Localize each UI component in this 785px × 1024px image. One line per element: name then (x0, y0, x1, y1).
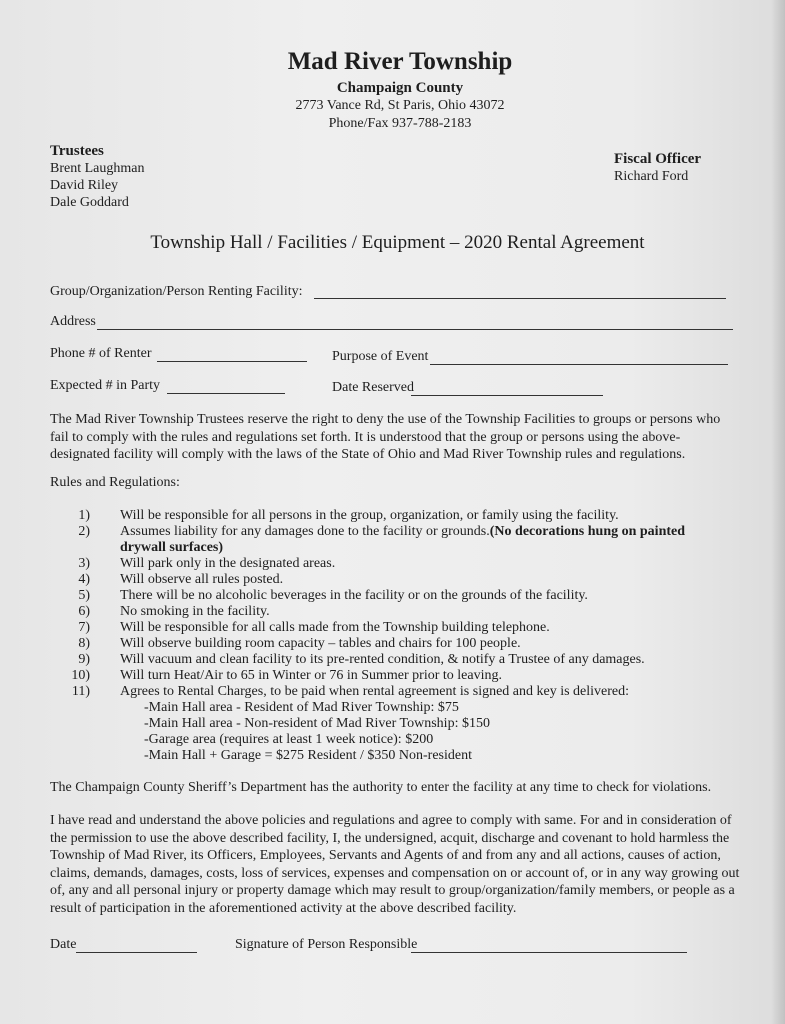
rule-number: 7) (78, 620, 90, 635)
rule-text-regular: Assumes liability for any damages done to the facility or grounds. (120, 524, 490, 539)
fiscal-officer-heading: Fiscal Officer (614, 151, 702, 167)
rule-number: 2) (78, 524, 90, 539)
intro-paragraph: The Mad River Township Trustees reserve the right to deny the use of the Township Facilities to groups or persons who fail to comply with the rules and regulations set forth. It is understood that the group or persons using the above-designated facility will comply with the laws of the State of Ohio and Mad River Township rules and regulations. (50, 412, 721, 463)
date-reserved-label: Date Reserved (332, 380, 415, 395)
fiscal-officer-name: Richard Ford (614, 169, 689, 184)
rules-heading: Rules and Regulations: (50, 475, 180, 490)
date-signature-line[interactable] (76, 952, 197, 953)
rule-number: 8) (78, 636, 90, 651)
rule-text: Will observe building room capacity – tables and chairs for 100 people. (120, 636, 521, 651)
rental-charge-item: -Garage area (requires at least 1 week notice): $200 (144, 732, 434, 747)
county-name: Champaign County (336, 80, 464, 96)
phone-field-line[interactable] (157, 361, 307, 362)
rule-number: 11) (71, 684, 90, 699)
phone-field-label: Phone # of Renter (50, 346, 152, 361)
township-phone: Phone/Fax 937-788-2183 (328, 116, 472, 131)
rental-charge-item: -Main Hall + Garage = $275 Resident / $350 Non-resident (144, 748, 472, 763)
document-title: Township Hall / Facilities / Equipment – 2020 Rental Agreement (150, 232, 645, 253)
rule-text: There will be no alcoholic beverages in the facility or on the grounds of the facility. (120, 588, 588, 603)
trustee-name: Dale Goddard (50, 195, 129, 210)
rule-number: 1) (78, 508, 90, 523)
rule-number: 3) (78, 556, 90, 571)
signature-line[interactable] (411, 952, 687, 953)
rule-text: No smoking in the facility. (120, 604, 270, 619)
rule-number: 6) (78, 604, 90, 619)
rule-number: 4) (78, 572, 90, 587)
township-title: Mad River Township (287, 48, 513, 75)
page-edge-shadow (771, 0, 785, 1024)
rule-text: Will turn Heat/Air to 65 in Winter or 76 in Summer prior to leaving. (120, 668, 502, 683)
township-address: 2773 Vance Rd, St Paris, Ohio 43072 (295, 98, 505, 113)
rule-text-bold: (No decorations hung on painted drywall surfaces) (120, 524, 686, 555)
trustees-heading: Trustees (50, 143, 104, 159)
expected-field-line[interactable] (167, 393, 285, 394)
date-reserved-line[interactable] (411, 395, 603, 396)
rule-number: 10) (71, 668, 90, 683)
purpose-field-label: Purpose of Event (332, 349, 429, 364)
rule-text: Agrees to Rental Charges, to be paid when rental agreement is signed and key is delivered: (120, 684, 630, 699)
expected-field-label: Expected # in Party (50, 378, 161, 393)
address-field-line[interactable] (97, 329, 733, 330)
rental-charge-item: -Main Hall area - Non-resident of Mad River Township: $150 (144, 716, 490, 731)
group-field-label: Group/Organization/Person Renting Facility: (50, 284, 303, 299)
date-signature-label: Date (50, 937, 77, 952)
rule-text: Will be responsible for all calls made from the Township building telephone. (120, 620, 550, 635)
rule-text: Will vacuum and clean facility to its pre-rented condition, & notify a Trustee of any damages. (120, 652, 645, 667)
sheriff-statement: The Champaign County Sheriff’s Department has the authority to enter the facility at any time to check for violations. (50, 780, 712, 795)
rule-text: Will be responsible for all persons in the group, organization, or family using the facility. (120, 508, 619, 523)
rule-number: 9) (78, 652, 90, 667)
signature-label: Signature of Person Responsible (235, 937, 418, 952)
rule-text: Will park only in the designated areas. (120, 556, 336, 571)
group-field-line[interactable] (314, 298, 726, 299)
trustee-name: Brent Laughman (50, 161, 145, 176)
rule-number: 5) (78, 588, 90, 603)
rule-text (120, 524, 730, 556)
rental-charge-item: -Main Hall area - Resident of Mad River Township: $75 (144, 700, 459, 715)
address-field-label: Address (50, 314, 96, 329)
release-paragraph: I have read and understand the above policies and regulations and agree to comply with same. For and in consideration of the permission to use the above described facility, I, the undersigned, acquit, discharge and covenant to hold harmless the Township of Mad River, its Officers, Employees, Servants and Agents of and from any and all actions, causes of action, claims, demands, damages, costs, loss of services, expenses and compensation on or account of, or in any way growing out of, any and all personal injury or property damage which may result to group/organization/family members, or people as a result of participation in the aforementioned activity at the above described facility. (50, 813, 740, 916)
rule-text: Will observe all rules posted. (120, 572, 284, 587)
purpose-field-line[interactable] (430, 364, 728, 365)
trustee-name: David Riley (50, 178, 119, 193)
